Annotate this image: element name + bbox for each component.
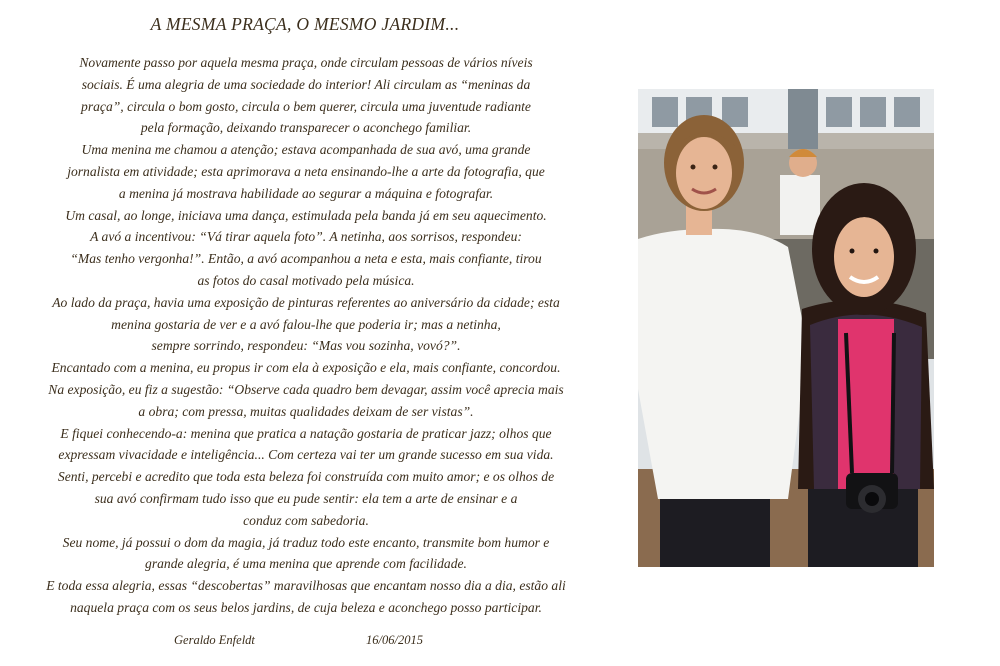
text-line: sempre sorrindo, respondeu: “Mas vou sozinha, vovó?”. <box>151 338 461 354</box>
signature-name: Geraldo Enfeldt <box>174 633 255 647</box>
text-line: Ao lado da praça, havia uma exposição de pinturas referentes ao aniversário da cidade; esta <box>52 294 560 310</box>
text-line: conduz com sabedoria. <box>243 512 369 528</box>
building-pillar <box>788 89 818 159</box>
text-line: jornalista em atividade; esta aprimorava a neta ensinando-lhe a arte da fotografia, que <box>67 163 545 179</box>
background-man <box>780 175 820 235</box>
text-line: A avó a incentivou: “Vá tirar aquela foto”. A netinha, aos sorrisos, respondeu: <box>90 229 522 245</box>
text-line: as fotos do casal motivado pela música. <box>197 272 415 288</box>
text-line: “Mas tenho vergonha!”. Então, a avó acompanhou a neta e esta, mais confiante, tirou <box>70 251 542 267</box>
portrait-photo <box>638 89 934 567</box>
text-line: Senti, percebi e acredito que toda esta beleza foi construída com muito amor; e os olhos de <box>57 469 555 485</box>
text-line: sua avó confirmam tudo isso que eu pude sentir: ela tem a arte de ensinar e a <box>94 490 518 506</box>
text-line: praça”, circula o bom gosto, circula o bem querer, circula uma juventude radiante <box>81 98 531 114</box>
text-line: pela formação, deixando transparecer o aconchego familiar. <box>140 120 472 136</box>
signature-date: 16/06/2015 <box>366 633 423 647</box>
photo-illustration <box>638 89 934 567</box>
text-line: a obra; com pressa, muitas qualidades deixam de ser vistas”. <box>138 403 474 419</box>
text-line: a menina já mostrava habilidade ao segurar a máquina e fotografar. <box>118 185 494 201</box>
text-line: Encantado com a menina, eu propus ir com ela à exposição e ela, mais confiante, concordou. <box>51 360 561 376</box>
text-line: Novamente passo por aquela mesma praça, onde circulam pessoas de vários níveis <box>79 55 533 70</box>
text-line: sociais. É uma alegria de uma sociedade do interior! Ali circulam as “meninas da <box>81 76 531 92</box>
text-line: Uma menina me chamou a atenção; estava acompanhada de sua avó, uma grande <box>81 142 531 158</box>
girl-figure <box>798 183 934 567</box>
text-line: menina gostaria de ver e a avó falou-lhe que poderia ir; mas a netinha, <box>111 316 501 332</box>
text-line: expressam vivacidade e inteligência... Com certeza vai ter um grande sucesso em sua vida. <box>58 447 554 463</box>
text-line: Um casal, ao longe, iniciava uma dança, estimulada pela banda já em seu aquecimento. <box>65 207 547 223</box>
text-line: E toda essa alegria, essas “descobertas” maravilhosas que encantam nosso dia a dia, estão ali <box>46 578 566 594</box>
poem-text <box>14 52 598 619</box>
text-line: naquela praça com os seus belos jardins, de cuja beleza e aconchego posso participar. <box>70 599 542 615</box>
text-line: Seu nome, já possui o dom da magia, já traduz todo este encanto, transmite bom humor e <box>62 534 550 550</box>
text-line: E fiquei conhecendo-a: menina que pratica a natação gostaria de praticar jazz; olhos que <box>60 425 552 441</box>
text-line: grande alegria, é uma menina que aprende com facilidade. <box>145 556 467 572</box>
page-title: A MESMA PRAÇA, O MESMO JARDIM... <box>150 14 460 34</box>
text-line: Na exposição, eu fiz a sugestão: “Observe cada quadro bem devagar, assim você aprecia mais <box>48 381 564 397</box>
